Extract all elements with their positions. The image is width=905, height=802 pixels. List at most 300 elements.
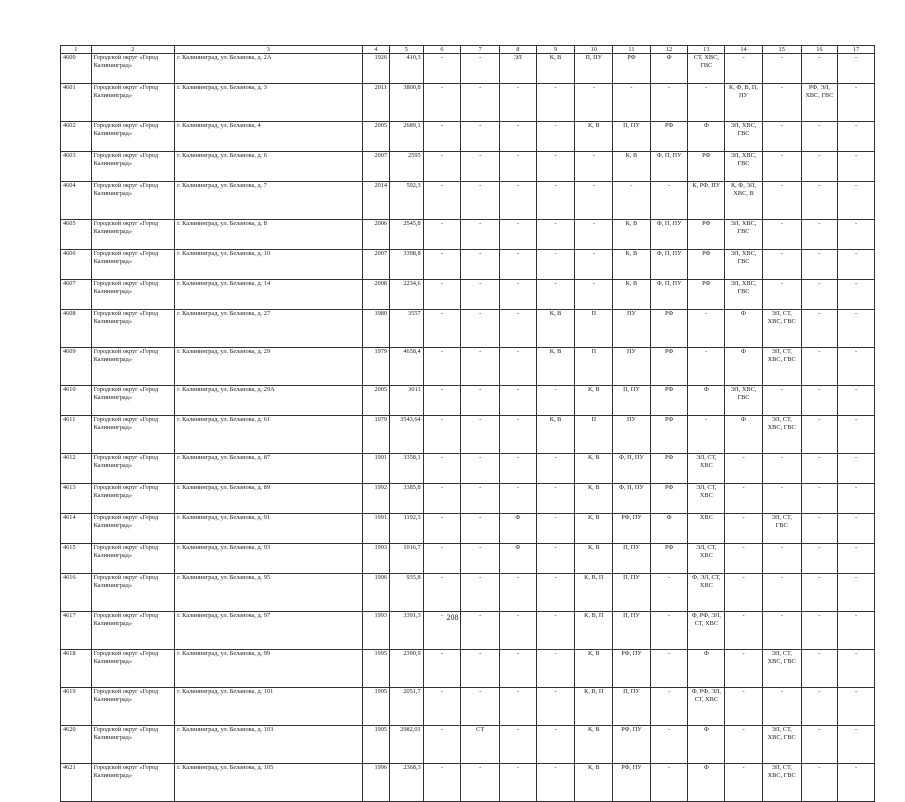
table-cell: - (801, 574, 838, 612)
table-cell: К, В (536, 54, 575, 84)
table-cell: Городской округ «Город Калининград» (91, 484, 175, 514)
table-cell: - (423, 612, 461, 650)
table-cell: - (725, 574, 763, 612)
table-cell: - (801, 182, 838, 220)
table-cell: - (500, 484, 537, 514)
table-cell: - (650, 182, 688, 220)
table-cell: 2595 (390, 152, 424, 182)
table-row (61, 250, 875, 280)
table-cell: ЭЛ, ХВС, ГВС (725, 250, 763, 280)
table-cell: - (762, 574, 801, 612)
table-cell: РФ (650, 122, 688, 152)
table-cell: РФ (650, 416, 688, 454)
table-cell: - (838, 122, 875, 152)
table-cell: - (801, 54, 838, 84)
table-cell: - (801, 122, 838, 152)
table-cell: Ф (725, 348, 763, 386)
table-cell: г. Калининград, ул. Беланова, д. 93 (175, 544, 362, 574)
table-cell: Ф (500, 544, 537, 574)
table-cell: г. Калининград, ул. Беланова, д. 61 (175, 416, 362, 454)
table-cell: - (838, 484, 875, 514)
table-cell: - (838, 386, 875, 416)
table-cell: - (500, 612, 537, 650)
table-cell: Ф (500, 514, 537, 544)
table-cell: РФ, ПУ (613, 514, 651, 544)
table-cell: Ф, П, ПУ (650, 280, 688, 310)
table-cell: Ф (725, 416, 763, 454)
table-cell: К, В (613, 152, 651, 182)
table-cell: - (613, 84, 651, 122)
table-cell: - (423, 514, 461, 544)
table-cell: - (838, 688, 875, 726)
table-cell: г. Калининград, ул. Беланова, д. 99 (175, 650, 362, 688)
table-cell: 4607 (61, 280, 92, 310)
table-cell: - (725, 726, 763, 764)
table-cell: г. Калининград, ул. Беланова, д. 97 (175, 612, 362, 650)
table-cell: 2390,9 (390, 650, 424, 688)
table-cell: - (650, 612, 688, 650)
table-cell: - (500, 454, 537, 484)
table-cell: 4614 (61, 514, 92, 544)
table-cell: - (801, 280, 838, 310)
table-cell: - (536, 220, 575, 250)
table-cell: - (801, 612, 838, 650)
table-cell: - (762, 454, 801, 484)
table-cell: 2051,7 (390, 688, 424, 726)
table-cell: г. Калининград, ул. Беланова, д. 2А (175, 54, 362, 84)
table-cell: - (801, 416, 838, 454)
table-cell: - (461, 764, 500, 802)
table-body (61, 54, 875, 802)
table-cell: - (801, 310, 838, 348)
table-cell: - (801, 386, 838, 416)
table-cell: - (536, 764, 575, 802)
table-cell: - (838, 84, 875, 122)
table-cell: - (500, 348, 537, 386)
table-cell: г. Калининград, ул. Беланова, д. 8 (175, 220, 362, 250)
table-cell: - (762, 280, 801, 310)
table-cell: ПУ (613, 348, 651, 386)
table-cell: ЭЛ, СТ, ХВС (688, 454, 725, 484)
table-cell: Ф, П, ПУ (650, 220, 688, 250)
table-cell: Городской округ «Город Калининград» (91, 122, 175, 152)
table-cell: - (500, 122, 537, 152)
table-cell: г. Калининград, ул. Беланова, д. 95 (175, 574, 362, 612)
table-cell: РФ (650, 454, 688, 484)
table-cell: 1993 (362, 544, 390, 574)
table-cell: 2234,6 (390, 280, 424, 310)
table-cell: - (838, 454, 875, 484)
table-cell: 4615 (61, 544, 92, 574)
table-cell: 2545,8 (390, 220, 424, 250)
table-cell: Городской округ «Город Калининград» (91, 310, 175, 348)
table-cell: РФ (650, 544, 688, 574)
table-cell: - (461, 454, 500, 484)
table-cell: К, В (575, 514, 613, 544)
table-cell: - (688, 84, 725, 122)
table-cell: К, Ф, В, П, ПУ (725, 84, 763, 122)
table-cell: - (725, 650, 763, 688)
table-cell: 3800,8 (390, 84, 424, 122)
table-cell: - (536, 514, 575, 544)
table-cell: - (575, 220, 613, 250)
table-cell: РФ (688, 152, 725, 182)
column-header: 15 (762, 46, 801, 54)
table-cell: К, В, П (575, 612, 613, 650)
table-cell: г. Калининград, ул. Беланова, д. 3 (175, 84, 362, 122)
table-cell: - (838, 310, 875, 348)
table-cell: г. Калининград, ул. Беланова, д. 27 (175, 310, 362, 348)
table-cell: К, В (575, 544, 613, 574)
table-cell: Ф (688, 726, 725, 764)
table-cell: - (461, 122, 500, 152)
table-row (61, 280, 875, 310)
table-cell: - (461, 84, 500, 122)
table-cell: - (423, 348, 461, 386)
table-cell: ЭЛ, ХВС, ГВС (725, 386, 763, 416)
table-cell: - (575, 182, 613, 220)
table-cell: Городской округ «Город Калининград» (91, 152, 175, 182)
table-cell: ЭЛ, ХВС, ГВС (725, 152, 763, 182)
table-cell: Ф (688, 650, 725, 688)
table-cell: - (688, 416, 725, 454)
table-cell: - (536, 84, 575, 122)
table-cell: К, В (575, 650, 613, 688)
table-cell: - (801, 544, 838, 574)
table-cell: Городской округ «Город Калининград» (91, 386, 175, 416)
table-row (61, 386, 875, 416)
table-cell: - (423, 764, 461, 802)
table-row (61, 84, 875, 122)
table-cell: Ф, РФ, ЭЛ, СТ, ХВС (688, 688, 725, 726)
table-cell: 4603 (61, 152, 92, 182)
table-cell: - (838, 250, 875, 280)
table-cell: Городской округ «Город Калининград» (91, 280, 175, 310)
table-cell: 3385,8 (390, 484, 424, 514)
table-cell: - (423, 152, 461, 182)
table-cell: - (423, 250, 461, 280)
column-header: 5 (390, 46, 424, 54)
table-cell: - (461, 280, 500, 310)
table-cell: К, В (575, 764, 613, 802)
table-cell: - (461, 250, 500, 280)
table-cell: - (650, 650, 688, 688)
table-cell: РФ, ЭЛ, ХВС, ГВС (801, 84, 838, 122)
table-cell: П, ПУ (613, 122, 651, 152)
table-cell: 4617 (61, 612, 92, 650)
table-cell: - (500, 574, 537, 612)
table-cell: - (838, 650, 875, 688)
table-cell: - (762, 688, 801, 726)
table-cell: - (801, 348, 838, 386)
table-row (61, 182, 875, 220)
table-cell: - (461, 348, 500, 386)
table-cell: г. Калининград, ул. Беланова, д. 91 (175, 514, 362, 544)
table-cell: Городской округ «Город Калининград» (91, 574, 175, 612)
table-cell: - (536, 182, 575, 220)
table-cell: - (461, 220, 500, 250)
table-row (61, 650, 875, 688)
table-cell: 4613 (61, 484, 92, 514)
table-cell: Городской округ «Город Калининград» (91, 764, 175, 802)
table-cell: ЭЛ, СТ, ХВС, ГВС (762, 764, 801, 802)
table-cell: Городской округ «Город Калининград» (91, 220, 175, 250)
table-cell: - (762, 54, 801, 84)
table-cell: г. Калининград, ул. Беланова, д. 87 (175, 454, 362, 484)
table-cell: 4605 (61, 220, 92, 250)
table-cell: 4611 (61, 416, 92, 454)
table-cell: г. Калининград, ул. Беланова, д. 7 (175, 182, 362, 220)
table-cell: Ф, П, ПУ (650, 250, 688, 280)
table-cell: ПУ (613, 416, 651, 454)
table-cell: - (423, 484, 461, 514)
table-cell: 1192,3 (390, 514, 424, 544)
table-cell: 1996 (362, 764, 390, 802)
table-cell: - (650, 84, 688, 122)
table-cell: К, В (575, 386, 613, 416)
table-cell: - (762, 220, 801, 250)
table-cell: - (838, 182, 875, 220)
table-cell: - (423, 122, 461, 152)
table-cell: - (575, 250, 613, 280)
table-cell: ЭЛ, СТ, ХВС, ГВС (762, 310, 801, 348)
table-cell: П, ПУ (613, 544, 651, 574)
column-header: 2 (91, 46, 175, 54)
table-cell: - (838, 348, 875, 386)
table-cell: - (423, 54, 461, 84)
table-cell: - (801, 220, 838, 250)
table-cell: Городской округ «Город Калининград» (91, 726, 175, 764)
table-row (61, 688, 875, 726)
table-row (61, 726, 875, 764)
table-cell: ЭЛ (500, 54, 537, 84)
table-cell: - (500, 688, 537, 726)
table-cell: СТ (461, 726, 500, 764)
column-header: 6 (423, 46, 461, 54)
table-cell: Городской округ «Город Калининград» (91, 650, 175, 688)
table-cell: - (461, 514, 500, 544)
table-cell: г. Калининград, ул. Беланова, д. 29А (175, 386, 362, 416)
column-header: 7 (461, 46, 500, 54)
table-cell: П (575, 416, 613, 454)
table-cell: К, РФ, ПУ (688, 182, 725, 220)
table-cell: РФ (613, 54, 651, 84)
table-cell: 2007 (362, 152, 390, 182)
table-cell: - (536, 726, 575, 764)
table-cell: 4601 (61, 84, 92, 122)
table-cell: - (762, 152, 801, 182)
table-cell: - (838, 416, 875, 454)
table-cell: 3391,3 (390, 612, 424, 650)
table-cell: ЭЛ, СТ, ГВС (762, 514, 801, 544)
table-cell: - (725, 544, 763, 574)
table-cell: 1979 (362, 416, 390, 454)
table-cell: - (461, 310, 500, 348)
table-row (61, 348, 875, 386)
column-header: 3 (175, 46, 362, 54)
table-row (61, 152, 875, 182)
table-cell: П (575, 310, 613, 348)
table-cell: - (500, 416, 537, 454)
table-cell: - (762, 386, 801, 416)
table-cell: ЭЛ, СТ, ХВС, ГВС (762, 650, 801, 688)
table-cell: - (838, 514, 875, 544)
table-cell: - (801, 514, 838, 544)
table-cell: - (461, 416, 500, 454)
table-cell: - (838, 54, 875, 84)
table-cell: - (536, 650, 575, 688)
table-cell: - (725, 454, 763, 484)
table-cell: СТ, ХВС, ГВС (688, 54, 725, 84)
column-header: 1 (61, 46, 92, 54)
table-cell: - (500, 726, 537, 764)
table-cell: Городской округ «Город Калининград» (91, 250, 175, 280)
table-cell: - (423, 650, 461, 688)
table-cell: Ф, П, ПУ (613, 484, 651, 514)
table-cell: - (423, 220, 461, 250)
table-cell: 935,8 (390, 574, 424, 612)
table-cell: - (650, 764, 688, 802)
table-cell: 2689,1 (390, 122, 424, 152)
table-cell: - (762, 484, 801, 514)
table-cell: - (838, 612, 875, 650)
table-cell: - (500, 650, 537, 688)
table-cell: 3557 (390, 310, 424, 348)
table-cell: Ф (688, 122, 725, 152)
table-cell: 1991 (362, 514, 390, 544)
table-cell: ХВС (688, 514, 725, 544)
table-cell: - (461, 574, 500, 612)
table-cell: - (725, 484, 763, 514)
table-cell: ЭЛ, СТ, ХВС, ГВС (762, 726, 801, 764)
table-cell: 3358,1 (390, 454, 424, 484)
table-row (61, 514, 875, 544)
table-cell: Городской округ «Город Калининград» (91, 514, 175, 544)
table-cell: ЭЛ, СТ, ХВС (688, 484, 725, 514)
table-cell: - (500, 220, 537, 250)
table-header-row (61, 46, 875, 54)
table-cell: 2005 (362, 122, 390, 152)
table-cell: 4618 (61, 650, 92, 688)
table-cell: 2006 (362, 220, 390, 250)
table-cell: 4602 (61, 122, 92, 152)
table-cell: - (762, 544, 801, 574)
table-cell: К, В (536, 348, 575, 386)
table-cell: - (461, 612, 500, 650)
table-cell: - (762, 250, 801, 280)
table-cell: - (762, 84, 801, 122)
table-cell: Ф, ЭЛ, СТ, ХВС (688, 574, 725, 612)
table-cell: РФ (688, 280, 725, 310)
table-cell: - (423, 182, 461, 220)
table-cell: 592,3 (390, 182, 424, 220)
table-cell: ЭЛ, СТ, ХВС (688, 544, 725, 574)
table-cell: - (461, 650, 500, 688)
table-cell: П, ПУ (575, 54, 613, 84)
table-cell: - (650, 688, 688, 726)
table-cell: К, В (613, 250, 651, 280)
table-row (61, 544, 875, 574)
table-cell: 4658,4 (390, 348, 424, 386)
table-cell: - (801, 250, 838, 280)
table-cell: - (536, 250, 575, 280)
table-cell: РФ (650, 386, 688, 416)
table-cell: 4609 (61, 348, 92, 386)
table-cell: ЭЛ, ХВС, ГВС (725, 122, 763, 152)
table-cell: - (423, 726, 461, 764)
table-cell: П, ПУ (613, 612, 651, 650)
table-cell: - (762, 122, 801, 152)
column-header: 13 (688, 46, 725, 54)
table-cell: г. Калининград, ул. Беланова, д. 6 (175, 152, 362, 182)
table-cell: - (762, 182, 801, 220)
table-cell: - (575, 84, 613, 122)
table-cell: г. Калининград, ул. Беланова, д. 105 (175, 764, 362, 802)
table-cell: - (725, 764, 763, 802)
table-cell: 4608 (61, 310, 92, 348)
table-cell: Городской округ «Город Калининград» (91, 54, 175, 84)
table-row (61, 310, 875, 348)
table-cell: - (500, 250, 537, 280)
table-cell: - (500, 280, 537, 310)
table-cell: 4610 (61, 386, 92, 416)
table-cell: - (423, 544, 461, 574)
table-cell: - (461, 484, 500, 514)
table-cell: 4620 (61, 726, 92, 764)
page-number: 208 (446, 613, 459, 622)
table-cell: - (801, 650, 838, 688)
table-cell: ЭЛ, ХВС, ГВС (725, 280, 763, 310)
table-cell: - (536, 612, 575, 650)
table-cell: РФ, ПУ (613, 650, 651, 688)
table-cell: - (536, 122, 575, 152)
table-cell: - (423, 386, 461, 416)
table-cell: - (650, 574, 688, 612)
table-cell: 4621 (61, 764, 92, 802)
table-cell: 2368,3 (390, 764, 424, 802)
table-row (61, 764, 875, 802)
table-cell: Городской округ «Город Калининград» (91, 688, 175, 726)
table-cell: - (423, 454, 461, 484)
table-cell: 1980 (362, 310, 390, 348)
table-cell: 1995 (362, 726, 390, 764)
table-cell: - (423, 310, 461, 348)
table-cell: Ф, П, ПУ (650, 152, 688, 182)
column-header: 8 (500, 46, 537, 54)
table-cell: Ф (688, 386, 725, 416)
column-header: 16 (801, 46, 838, 54)
table-cell: г. Калининград, ул. Беланова, д. 14 (175, 280, 362, 310)
table-cell: 4616 (61, 574, 92, 612)
table-cell: 1996 (362, 574, 390, 612)
table-cell: П, ПУ (613, 574, 651, 612)
table-cell: П, ПУ (613, 386, 651, 416)
column-header: 17 (838, 46, 875, 54)
table-cell: К, В (575, 454, 613, 484)
table-cell: Городской округ «Город Калининград» (91, 348, 175, 386)
column-header: 9 (536, 46, 575, 54)
table-cell: РФ (650, 484, 688, 514)
table-cell: 2005 (362, 386, 390, 416)
table-cell: К, В (575, 726, 613, 764)
table-cell: - (500, 310, 537, 348)
table-cell: - (725, 514, 763, 544)
table-cell: 2008 (362, 280, 390, 310)
column-header: 14 (725, 46, 763, 54)
table-row (61, 54, 875, 84)
table-cell: - (423, 416, 461, 454)
table-cell: ЭЛ, ХВС, ГВС (725, 220, 763, 250)
